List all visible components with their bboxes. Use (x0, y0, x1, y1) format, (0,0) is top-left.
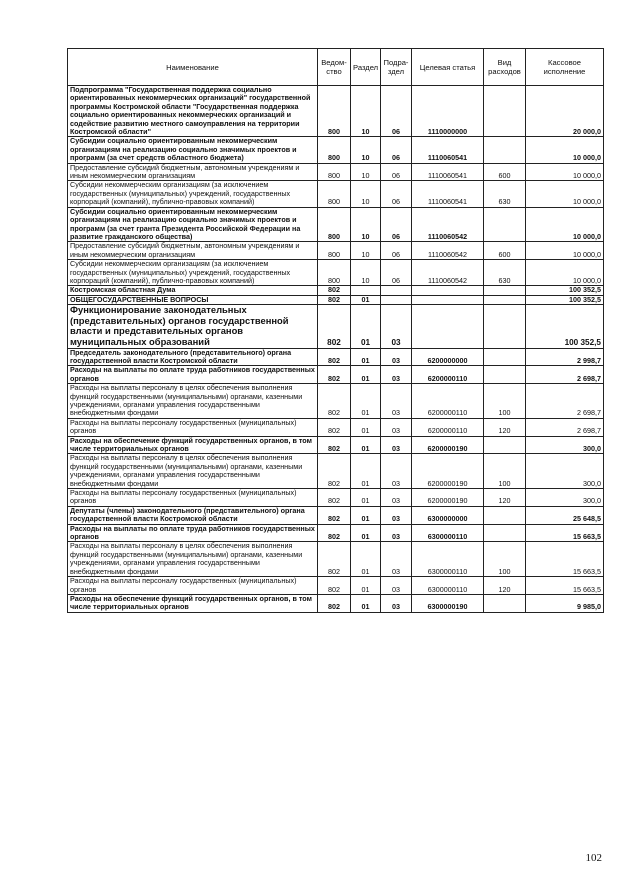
cell-kind (484, 524, 526, 542)
cell-section: 10 (351, 86, 381, 137)
cell-amount: 10 000,0 (526, 181, 604, 207)
cell-amount: 100 352,5 (526, 286, 604, 295)
table-row (68, 163, 604, 181)
cell-section: 10 (351, 242, 381, 260)
header-target: Целевая статья (412, 49, 484, 86)
cell-target: 1110060542 (412, 260, 484, 286)
cell-target: 6300000110 (412, 524, 484, 542)
cell-target: 6200000110 (412, 366, 484, 384)
cell-section: 01 (351, 524, 381, 542)
table-row (68, 260, 604, 286)
cell-subsection: 03 (381, 524, 412, 542)
cell-name: Субсидии некоммерческим организациям (за исключением государственных (муниципальных) учреждений, государственных корпораций (компаний), публично-правовых компаний) (68, 260, 318, 286)
cell-kind: 630 (484, 181, 526, 207)
header-kind: Вид расходов (484, 49, 526, 86)
cell-subsection: 06 (381, 242, 412, 260)
header-section: Раздел (351, 49, 381, 86)
cell-amount: 2 698,7 (526, 384, 604, 419)
cell-dept: 802 (318, 418, 351, 436)
table-body (68, 86, 604, 613)
cell-name: Предоставление субсидий бюджетным, автономным учреждениям и иным некоммерческим организациям (68, 163, 318, 181)
cell-kind (484, 366, 526, 384)
cell-kind (484, 286, 526, 295)
page-number: 102 (585, 852, 602, 864)
cell-section: 01 (351, 305, 381, 348)
table-row (68, 348, 604, 366)
cell-section: 10 (351, 137, 381, 163)
cell-name: Предоставление субсидий бюджетным, автономным учреждениям и иным некоммерческим организациям (68, 242, 318, 260)
cell-kind: 120 (484, 489, 526, 507)
cell-amount: 25 648,5 (526, 506, 604, 524)
cell-amount: 20 000,0 (526, 86, 604, 137)
cell-target: 1110000000 (412, 86, 484, 137)
cell-subsection: 03 (381, 577, 412, 595)
cell-target: 6200000190 (412, 489, 484, 507)
cell-subsection: 03 (381, 418, 412, 436)
cell-kind: 600 (484, 163, 526, 181)
table-row (68, 305, 604, 348)
cell-target: 1110060542 (412, 207, 484, 242)
cell-section: 01 (351, 348, 381, 366)
cell-amount: 300,0 (526, 436, 604, 454)
cell-section: 01 (351, 489, 381, 507)
cell-dept: 800 (318, 163, 351, 181)
cell-section: 01 (351, 366, 381, 384)
cell-dept: 802 (318, 366, 351, 384)
cell-target: 6200000000 (412, 348, 484, 366)
cell-dept: 802 (318, 524, 351, 542)
cell-target (412, 286, 484, 295)
cell-dept: 802 (318, 305, 351, 348)
cell-subsection: 03 (381, 594, 412, 612)
header-name: Наименование (68, 49, 318, 86)
cell-target (412, 295, 484, 304)
table-row (68, 454, 604, 489)
table-row (68, 489, 604, 507)
cell-kind (484, 348, 526, 366)
table-row (68, 542, 604, 577)
table-header-row (68, 49, 604, 86)
cell-name: Расходы на выплаты персоналу в целях обеспечения выполнения функций государственными (муниципальными) органами, казенными учреждениями, органами управления государственными внебюджетными фондами (68, 542, 318, 577)
cell-dept: 802 (318, 506, 351, 524)
cell-dept: 802 (318, 286, 351, 295)
cell-subsection: 03 (381, 348, 412, 366)
cell-subsection (381, 286, 412, 295)
cell-dept: 802 (318, 436, 351, 454)
cell-amount: 9 985,0 (526, 594, 604, 612)
cell-kind (484, 86, 526, 137)
cell-section: 01 (351, 295, 381, 304)
cell-name: Расходы на выплаты по оплате труда работников государственных органов (68, 524, 318, 542)
header-dept: Ведом-ство (318, 49, 351, 86)
cell-subsection: 06 (381, 260, 412, 286)
table-row (68, 418, 604, 436)
cell-section: 01 (351, 384, 381, 419)
cell-amount: 10 000,0 (526, 137, 604, 163)
cell-name: Субсидии некоммерческим организациям (за исключением государственных (муниципальных) учреждений, государственных корпораций (компаний), публично-правовых компаний) (68, 181, 318, 207)
cell-kind: 100 (484, 542, 526, 577)
cell-name: Расходы на выплаты персоналу государственных (муниципальных) органов (68, 577, 318, 595)
cell-target: 6200000110 (412, 418, 484, 436)
cell-dept: 800 (318, 242, 351, 260)
cell-subsection: 03 (381, 384, 412, 419)
cell-section: 10 (351, 163, 381, 181)
table-row (68, 384, 604, 419)
cell-amount: 2 998,7 (526, 348, 604, 366)
cell-kind: 600 (484, 242, 526, 260)
cell-kind (484, 436, 526, 454)
cell-kind (484, 207, 526, 242)
cell-dept: 800 (318, 86, 351, 137)
cell-amount: 300,0 (526, 489, 604, 507)
cell-name: Расходы на выплаты персоналу в целях обеспечения выполнения функций государственными (муниципальными) органами, казенными учреждениями, органами управления государственными внебюджетными фондами (68, 384, 318, 419)
cell-name: Костромская областная Дума (68, 286, 318, 295)
cell-kind (484, 594, 526, 612)
cell-kind: 120 (484, 577, 526, 595)
cell-target: 6200000110 (412, 384, 484, 419)
cell-name: Расходы на выплаты персоналу в целях обеспечения выполнения функций государственными (муниципальными) органами, казенными учреждениями, органами управления государственными внебюджетными фондами (68, 454, 318, 489)
cell-dept: 802 (318, 295, 351, 304)
cell-subsection: 06 (381, 207, 412, 242)
table-row (68, 524, 604, 542)
cell-target: 6300000110 (412, 577, 484, 595)
cell-target: 6200000190 (412, 454, 484, 489)
cell-name: ОБЩЕГОСУДАРСТВЕННЫЕ ВОПРОСЫ (68, 295, 318, 304)
cell-target: 1110060541 (412, 137, 484, 163)
cell-amount: 15 663,5 (526, 524, 604, 542)
cell-amount: 300,0 (526, 454, 604, 489)
cell-name: Функционирование законодательных (представительных) органов государственной власти и представительных органов муниципальных образований (68, 305, 318, 348)
cell-section: 01 (351, 577, 381, 595)
table-row (68, 366, 604, 384)
cell-subsection: 06 (381, 163, 412, 181)
table-row (68, 594, 604, 612)
cell-target: 6300000190 (412, 594, 484, 612)
cell-amount: 10 000,0 (526, 163, 604, 181)
table-row (68, 181, 604, 207)
cell-section: 10 (351, 260, 381, 286)
cell-dept: 800 (318, 137, 351, 163)
cell-kind: 630 (484, 260, 526, 286)
cell-kind (484, 137, 526, 163)
table-row (68, 506, 604, 524)
cell-name: Депутаты (члены) законодательного (представительного) органа государственной власти Костромской области (68, 506, 318, 524)
cell-amount: 2 698,7 (526, 366, 604, 384)
cell-subsection: 06 (381, 137, 412, 163)
cell-kind: 100 (484, 454, 526, 489)
cell-kind: 100 (484, 384, 526, 419)
cell-dept: 802 (318, 542, 351, 577)
cell-name: Расходы на обеспечение функций государственных органов, в том числе территориальных органов (68, 436, 318, 454)
table-row (68, 295, 604, 304)
cell-dept: 800 (318, 260, 351, 286)
cell-name: Субсидии социально ориентированным некоммерческим организациям на реализацию социально значимых проектов и программ (за счет гранта Президента Российской Федерации на развитие гражданского общества) (68, 207, 318, 242)
cell-amount: 15 663,5 (526, 542, 604, 577)
cell-amount: 100 352,5 (526, 295, 604, 304)
cell-name: Расходы на выплаты по оплате труда работников государственных органов (68, 366, 318, 384)
cell-kind (484, 506, 526, 524)
cell-dept: 802 (318, 348, 351, 366)
cell-target: 1110060542 (412, 242, 484, 260)
cell-section: 10 (351, 207, 381, 242)
cell-section: 10 (351, 181, 381, 207)
cell-dept: 802 (318, 577, 351, 595)
cell-target (412, 305, 484, 348)
cell-name: Расходы на обеспечение функций государственных органов, в том числе территориальных органов (68, 594, 318, 612)
cell-amount: 10 000,0 (526, 242, 604, 260)
cell-name: Субсидии социально ориентированным некоммерческим организациям на реализацию социально значимых проектов и программ (за счет средств областного бюджета) (68, 137, 318, 163)
table-row (68, 286, 604, 295)
cell-name: Подпрограмма "Государственная поддержка социально ориентированных некоммерческих организаций" государственной программы Костромской области "Государственная поддержка социально ориентированных некоммерческих организаций и содействие развитию местного самоуправления на территории Костромской области" (68, 86, 318, 137)
cell-target: 6200000190 (412, 436, 484, 454)
cell-subsection: 03 (381, 305, 412, 348)
cell-section (351, 286, 381, 295)
cell-dept: 800 (318, 181, 351, 207)
cell-subsection: 06 (381, 181, 412, 207)
table-row (68, 577, 604, 595)
cell-subsection: 03 (381, 489, 412, 507)
cell-amount: 10 000,0 (526, 207, 604, 242)
table-row (68, 137, 604, 163)
cell-subsection: 03 (381, 506, 412, 524)
cell-kind: 120 (484, 418, 526, 436)
cell-subsection: 03 (381, 366, 412, 384)
table-row (68, 207, 604, 242)
table-row (68, 86, 604, 137)
cell-target: 6300000110 (412, 542, 484, 577)
cell-subsection: 06 (381, 86, 412, 137)
cell-target: 6300000000 (412, 506, 484, 524)
cell-section: 01 (351, 594, 381, 612)
cell-name: Расходы на выплаты персоналу государственных (муниципальных) органов (68, 418, 318, 436)
header-subsection: Подра-здел (381, 49, 412, 86)
budget-table (67, 48, 604, 613)
cell-dept: 800 (318, 207, 351, 242)
cell-subsection: 03 (381, 436, 412, 454)
cell-amount: 100 352,5 (526, 305, 604, 348)
table-row (68, 436, 604, 454)
cell-dept: 802 (318, 454, 351, 489)
cell-kind (484, 305, 526, 348)
cell-section: 01 (351, 436, 381, 454)
cell-name: Председатель законодательного (представительного) органа государственной власти Костромской области (68, 348, 318, 366)
table-row (68, 242, 604, 260)
header-amount: Кассовое исполнение (526, 49, 604, 86)
cell-target: 1110060541 (412, 163, 484, 181)
cell-section: 01 (351, 454, 381, 489)
cell-section: 01 (351, 418, 381, 436)
cell-section: 01 (351, 506, 381, 524)
cell-target: 1110060541 (412, 181, 484, 207)
cell-dept: 802 (318, 384, 351, 419)
cell-name: Расходы на выплаты персоналу государственных (муниципальных) органов (68, 489, 318, 507)
cell-subsection (381, 295, 412, 304)
cell-kind (484, 295, 526, 304)
cell-amount: 15 663,5 (526, 577, 604, 595)
cell-amount: 10 000,0 (526, 260, 604, 286)
cell-dept: 802 (318, 594, 351, 612)
cell-subsection: 03 (381, 542, 412, 577)
cell-dept: 802 (318, 489, 351, 507)
cell-subsection: 03 (381, 454, 412, 489)
cell-amount: 2 698,7 (526, 418, 604, 436)
cell-section: 01 (351, 542, 381, 577)
